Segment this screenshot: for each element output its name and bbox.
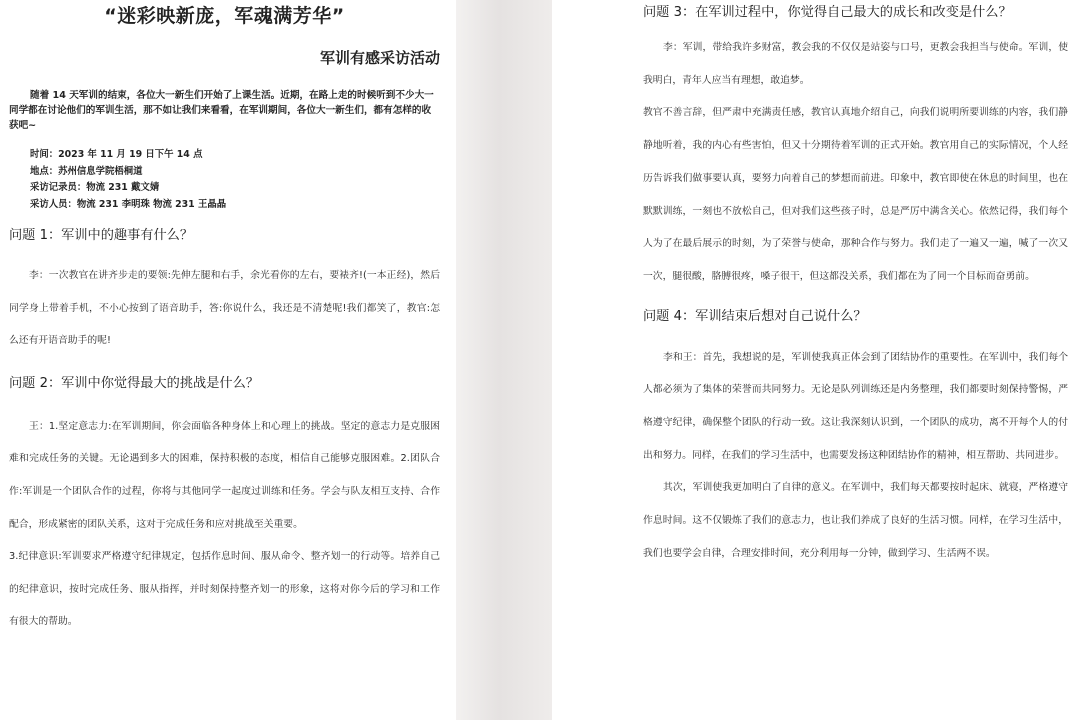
question-3-heading — [643, 2, 1068, 24]
answer-paragraph: 李：一次教官在讲齐步走的要领:先伸左腿和右手，余光看你的左右，要裱齐!(一本正经)，然后同学身上带着手机，不小心按到了语音助手，答:你说什么，我还是不清楚呢!我们都笑了，教官:怎么还有开语音助手的呢! — [9, 270, 440, 347]
answer-paragraph: 其次，军训使我更加明白了自律的意义。在军训中，我们每天都要按时起床、就寝，严格遵守作息时间。这不仅锻炼了我们的意志力，也让我们养成了良好的生活习惯。同样，在学习生活中，我们也要学会自律，合理安排时间，充分利用每一分钟，做到学习、生活两不误。 — [643, 482, 1068, 559]
question-label: 问题 2： — [9, 375, 62, 391]
document-title: “迷彩映新庞，军魂满芳华” — [104, 5, 345, 27]
question-1-heading — [9, 225, 440, 247]
answer-paragraph: 李和王：首先，我想说的是，军训使我真正体会到了团结协作的重要性。在军训中，我们每个人都必须为了集体的荣誉而共同努力。无论是队列训练还是内务整理，我们都要时刻保持警惕，严格遵守纪律，确保整个团队的行动一致。这让我深刻认识到，一个团队的成功，离不开每个人的付出和努力。同样，在我们的学习生活中，也需要发扬这种团结协作的精神，相互帮助、共同进步。 — [643, 351, 1068, 461]
question-2-heading — [9, 373, 440, 395]
page-gutter — [456, 0, 552, 720]
question-label: 问题 3： — [643, 5, 696, 20]
meta-interviewers: 采访人员：物流 231 李明珠 物流 231 王晶晶 — [30, 198, 227, 210]
question-text: 军训结束后想对自己说什么？ — [695, 308, 867, 324]
document-page-right — [552, 0, 1080, 720]
answer-paragraph: 3.纪律意识:军训要求严格遵守纪律规定，包括作息时间、服从命令、整齐划一的行动等。培养自己的纪律意识，按时完成任务、服从指挥，并时刻保持整齐划一的形象，这将对你今后的学习和工作有很大的帮助。 — [9, 551, 440, 628]
question-text: 在军训过程中，你觉得自己最大的成长和改变是什么？ — [695, 5, 1012, 20]
question-label: 问题 1： — [9, 228, 62, 243]
answer-paragraph: 教官不善言辞，但严肃中充满责任感，教官认真地介绍自己，向我们说明所要训练的内容，我们静静地听着，我的内心有些害怕，但又十分期待着军训的正式开始。教官用自己的实际情况，个人经历告诉我们做事要认真，要努力向着自己的梦想而前进。印象中，教官即使在休息的时间里，也在默默训练，一刻也不放松自己，但对我们这些孩子时，总是严厉中满含关心。依然记得，我们每个人为了在最后展示的时刻，为了荣誉与使命，那种合作与努力。我们走了一遍又一遍，喊了一次又一次，腿很酸，胳膊很疼，嗓子很干，但这都没关系，我们都在为了同一个目标而奋勇前。 — [643, 107, 1068, 282]
question-label: 问题 4： — [643, 308, 696, 324]
document-page-left — [0, 0, 456, 720]
question-4-heading — [643, 306, 1068, 328]
answer-paragraph: 王：1.坚定意志力:在军训期间，你会面临各种身体上和心理上的挑战。坚定的意志力是克服困难和完成任务的关键。无论遇到多大的困难，保持积极的态度，相信自己能够克服困难。2.团队合作:军训是一个团队合作的过程，你将与其他同学一起度过训练和任务。学会与队友相互支持、合作配合，形成紧密的团队关系，这对于完成任务和应对挑战至关重要。 — [9, 420, 440, 530]
meta-time: 时间：2023 年 11 月 19 日下午 14 点 — [30, 149, 203, 160]
meta-recorder: 采访记录员：物流 231 戴文婧 — [30, 182, 160, 193]
question-text: 军训中你觉得最大的挑战是什么？ — [61, 375, 259, 391]
document-subtitle: 军训有感采访活动 — [319, 49, 440, 67]
interview-meta — [30, 147, 440, 213]
intro-paragraph: 随着 14 天军训的结束，各位大一新生们开始了上课生活。近期，在路上走的时候听到不少大一同学都在讨论他们的军训生活，那不如让我们来看看，在军训期间，各位大一新生们，都有怎样的收获吧~ — [9, 90, 434, 131]
answer-paragraph: 李：军训，带给我许多财富，教会我的不仅仅是站姿与口号，更教会我担当与使命。军训，使我明白，青年人应当有理想，敢追梦。 — [643, 42, 1068, 86]
question-text: 军训中的趣事有什么？ — [61, 228, 194, 243]
meta-location: 地点：苏州信息学院梧桐道 — [30, 165, 143, 177]
